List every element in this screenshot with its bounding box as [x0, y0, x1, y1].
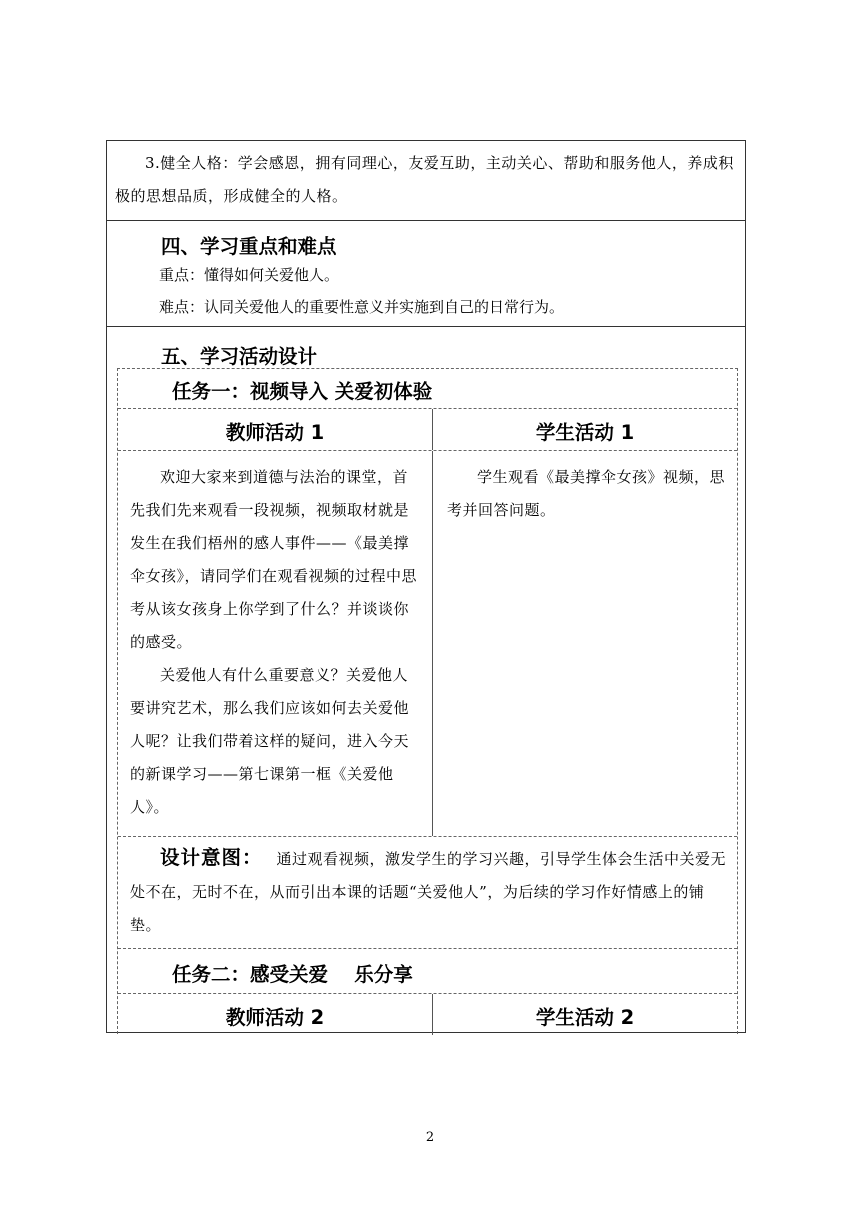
- teacher-activity-2-header: 教师活动 2: [225, 1006, 325, 1029]
- key-point-text: 重点：懂得如何关爱他人。: [159, 266, 340, 284]
- teacher-activity-1-paragraph-2: 关爱他人有什么重要意义？关爱他人要讲究艺术，那么我们应该如何去关爱他人呢？让我们带着这样的疑问，进入今天的新课学习——第七课第一框《关爱他人》。: [130, 666, 410, 816]
- teacher-activity-1-header: 教师活动 1: [225, 421, 325, 444]
- task2-title-row: [118, 949, 737, 994]
- task1-body-row: [118, 451, 737, 837]
- difficulty-text: 难点：认同关爱他人的重要性意义并实施到自己的日常行为。: [159, 298, 565, 316]
- design-intent-label: 设计意图：: [160, 846, 263, 869]
- section-goals: [107, 141, 745, 221]
- section-key-points: [107, 221, 745, 327]
- section-activity-design: [107, 327, 745, 1034]
- task1-header-row: [118, 409, 737, 451]
- task1-title: 任务一：视频导入 关爱初体验: [172, 380, 433, 403]
- student-activity-1-header: 学生活动 1: [535, 421, 635, 444]
- student-activity-1-text: 学生观看《最美撑伞女孩》视频，思考并回答问题。: [447, 468, 726, 519]
- teacher-activity-1-paragraph-1: 欢迎大家来到道德与法治的课堂，首先我们先来观看一段视频，视频取材就是发生在我们梧州的感人事件——《最美撑伞女孩》，请同学们在观看视频的过程中思考从该女孩身上你学到了什么？并谈谈你的感受。: [130, 468, 418, 651]
- goal-item-3: 3.健全人格：学会感恩，拥有同理心，友爱互助，主动关心、帮助和服务他人，养成积极的思想品质，形成健全的人格。: [115, 154, 734, 205]
- task1-title-row: [118, 369, 737, 409]
- student-activity-2-header: 学生活动 2: [535, 1006, 635, 1029]
- page-number: 2: [425, 1130, 435, 1145]
- lesson-plan-table: [106, 140, 746, 1033]
- design-intent-text: 通过观看视频，激发学生的学习兴趣，引导学生体会生活中关爱无处不在，无时不在，从而引出本课的话题“关爱他人”，为后续的学习作好情感上的铺垫。: [130, 850, 727, 934]
- section-five-title: 五、学习活动设计: [161, 345, 318, 368]
- task1-design-intent-row: [118, 837, 737, 949]
- section-four-title: 四、学习重点和难点: [161, 235, 337, 258]
- activity-table: [117, 368, 738, 1034]
- task2-header-row: [118, 994, 737, 1035]
- task2-title: 任务二：感受关爱 乐分享: [172, 963, 413, 986]
